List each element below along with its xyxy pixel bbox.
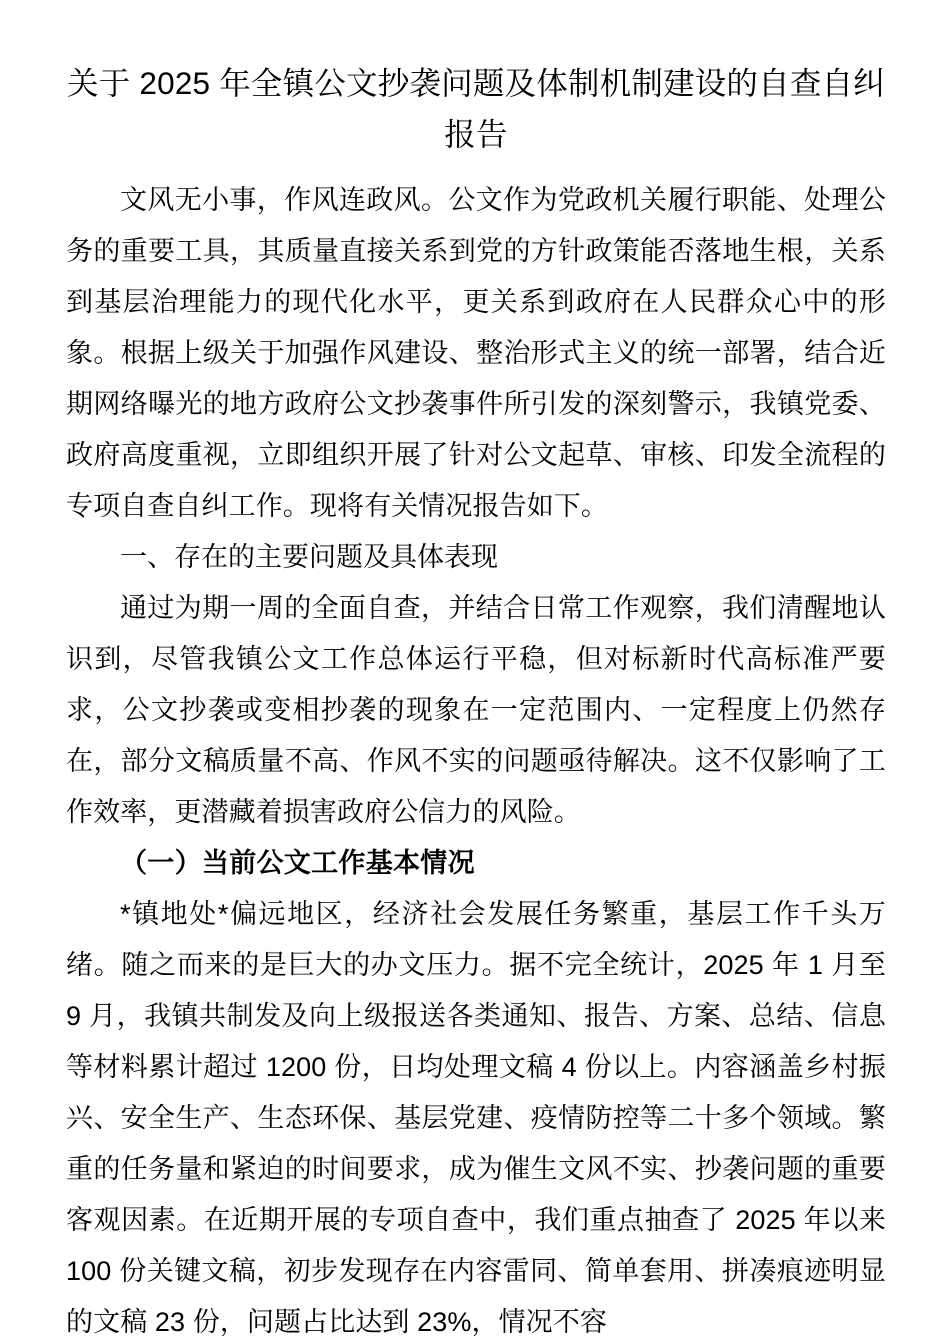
section-heading-one: 一、存在的主要问题及具体表现: [120, 542, 498, 572]
page-title: 关于 2025 年全镇公文抄袭问题及体制机制建设的自查自纠报告: [67, 65, 885, 152]
intro-paragraph: 文风无小事，作风连政风。公文作为党政机关履行职能、处理公务的重要工具，其质量直接关系到党的方针政策能否落地生根，关系到基层治理能力的现代化水平，更关系到政府在人民群众心中的形象。根据上级关于加强作风建设、整治形式主义的统一部署，结合近期网络曝光的地方政府公文抄袭事件所引发的深刻警示，我镇党委、政府高度重视，立即组织开展了针对公文起草、审核、印发全流程的专项自查自纠工作。现将有关情况报告如下。: [66, 185, 886, 521]
section-one-paragraph: 通过为期一周的全面自查，并结合日常工作观察，我们清醒地认识到，尽管我镇公文工作总体运行平稳，但对标新时代高标准严要求，公文抄袭或变相抄袭的现象在一定范围内、一定程度上仍然存在，部分文稿质量不高、作风不实的问题亟待解决。这不仅影响了工作效率，更潜藏着损害政府公信力的风险。: [66, 593, 886, 827]
document-body: [66, 0, 886, 1344]
subsection-one-paragraph: *镇地处*偏远地区，经济社会发展任务繁重，基层工作千头万绪。随之而来的是巨大的办文压力。据不完全统计，2025 年 1 月至 9 月，我镇共制发及向上级报送各类通知、报告、方案、总结、信息等材料累计超过 1200 份，日均处理文稿 4 份以上。内容涵盖乡村振兴、安全生产、生态环保、基层党建、疫情防控等二十多个领域。繁重的任务量和紧迫的时间要求，成为催生文风不实、抄袭问题的重要客观因素。在近期开展的专项自查中，我们重点抽查了 2025 年以来 100 份关键文稿，初步发现存在内容雷同、简单套用、拼凑痕迹明显的文稿 23 份，问题占比达到 23%，情况不容: [66, 899, 886, 1337]
subsection-heading-one: （一）当前公文工作基本情况: [120, 848, 475, 878]
